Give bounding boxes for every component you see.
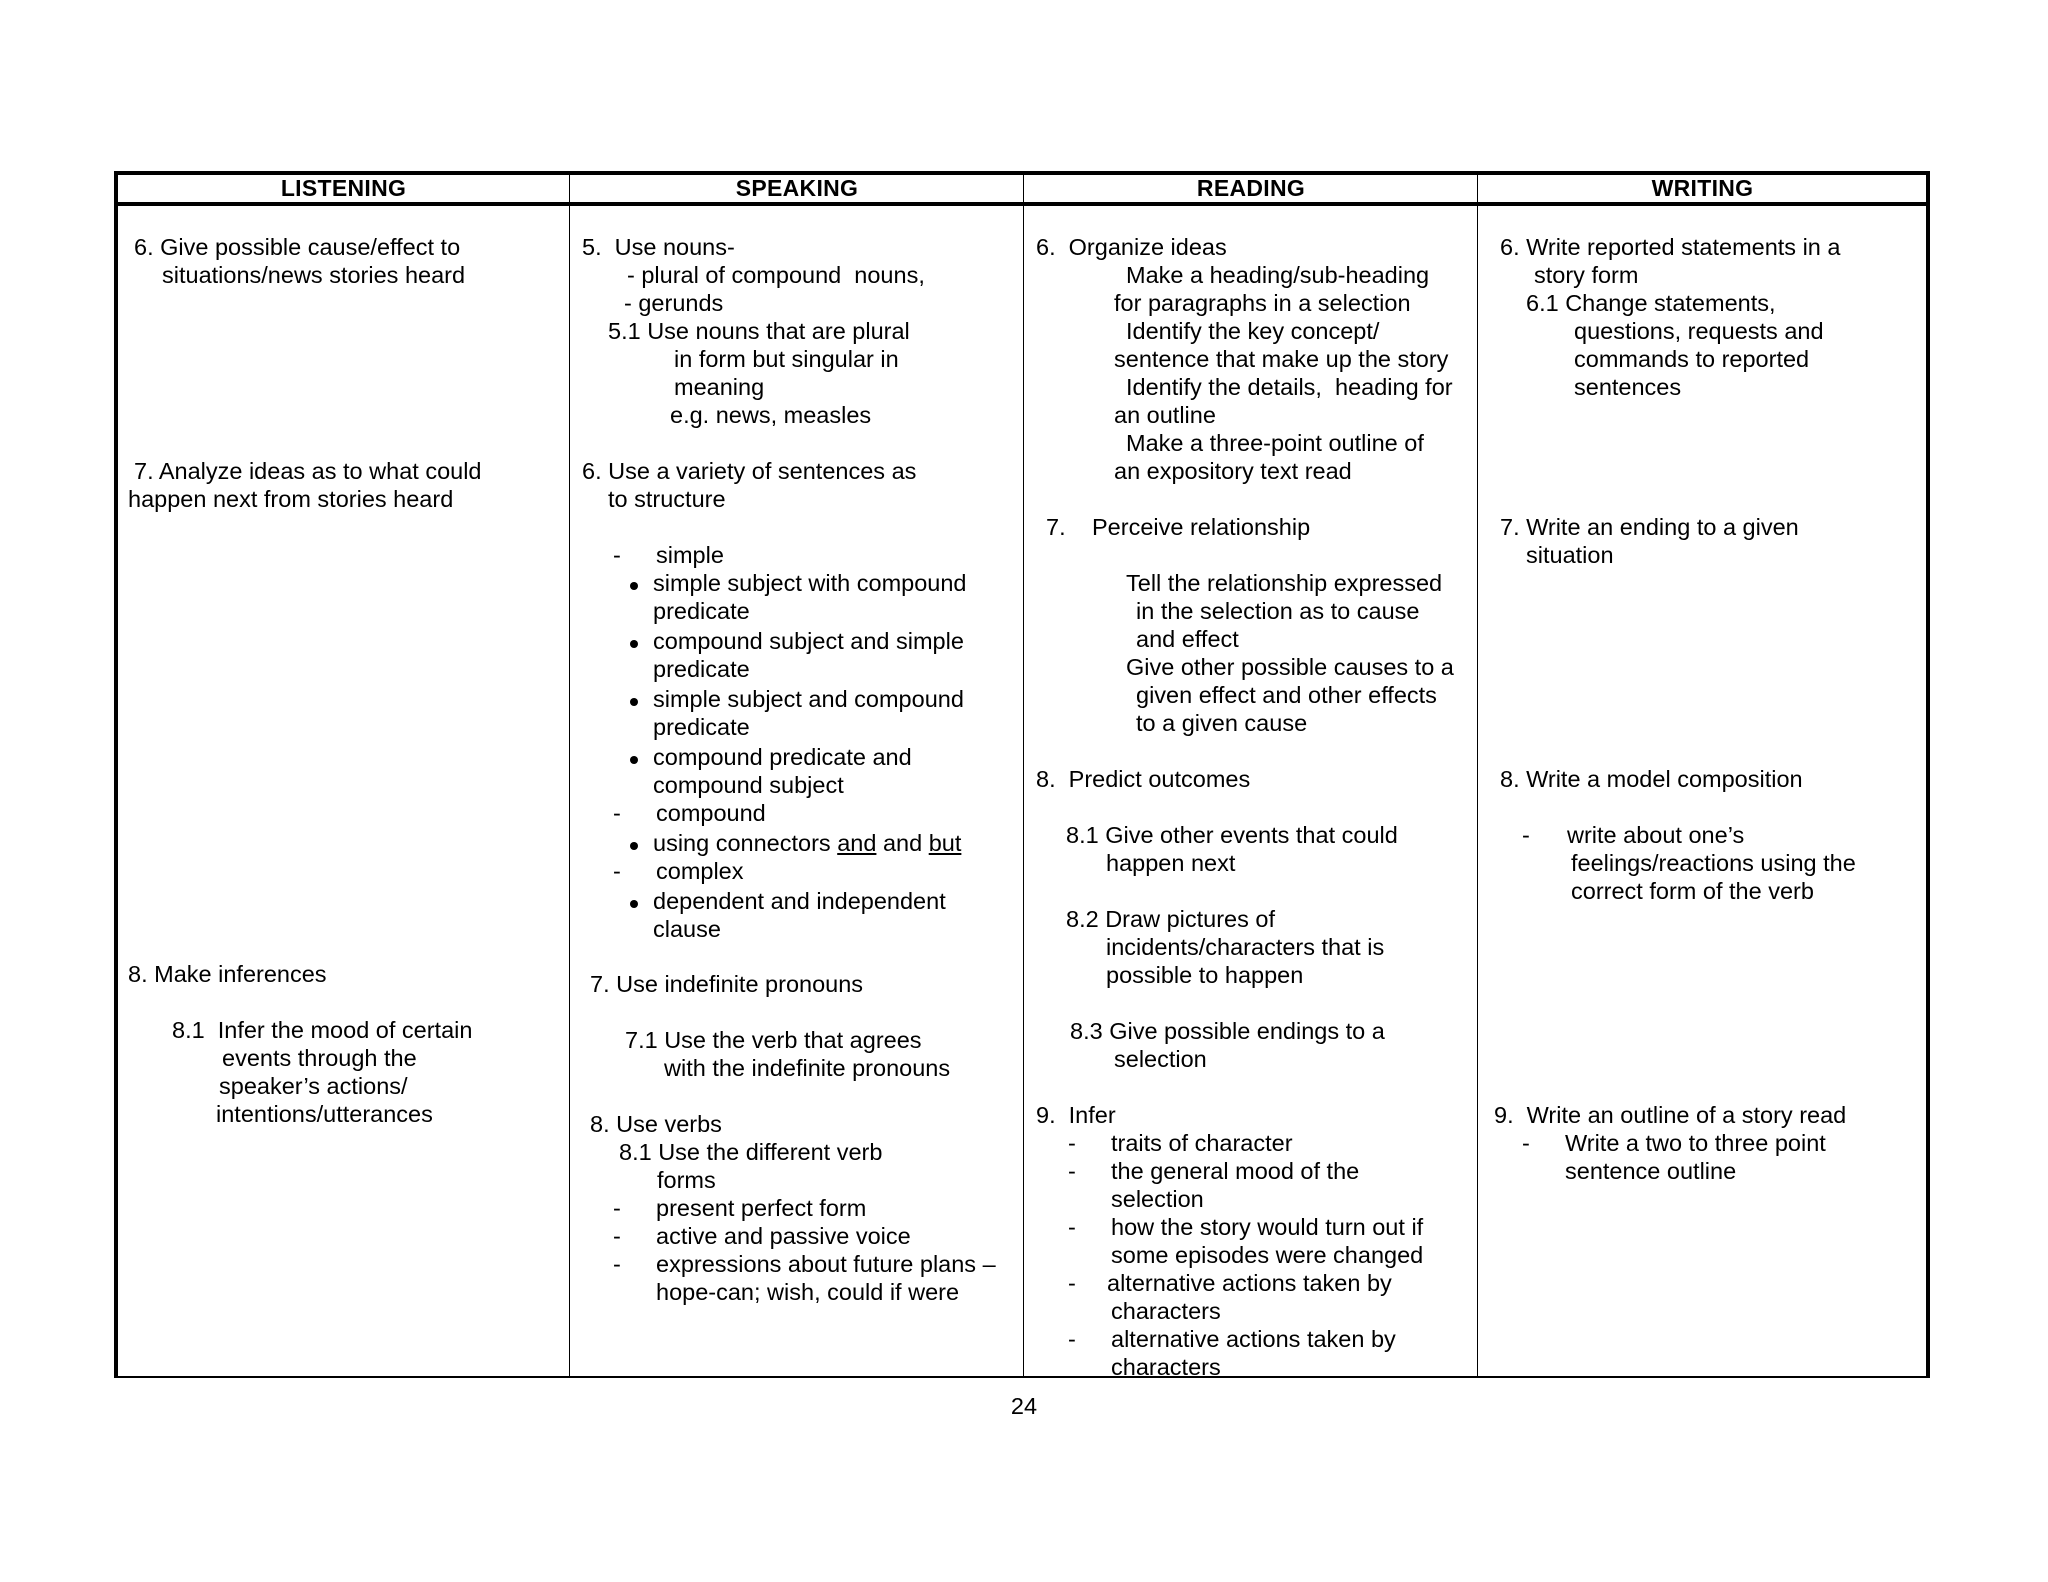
dash-marker: - [1522,822,1530,848]
page-number: 24 [1010,1393,1038,1419]
writing-item: 6. Write reported statements in a [1500,234,1841,260]
reading-item: Identify the details, heading for [1126,374,1453,400]
writing-item: 7. Write an ending to a given [1500,514,1799,540]
column-divider [1477,171,1478,1378]
column-divider [569,171,570,1378]
writing-item: correct form of the verb [1571,878,1814,904]
speaking-item: simple subject with compound [653,570,967,596]
bullet-icon [630,842,638,850]
speaking-item: 8. Use verbs [590,1111,722,1137]
dash-marker: - [613,542,621,568]
listening-item: 7. Analyze ideas as to what could [134,458,482,484]
reading-item: selection [1114,1046,1207,1072]
header-reading: READING [1196,175,1306,201]
reading-item: the general mood of the [1111,1158,1360,1184]
bullet-icon [630,640,638,648]
listening-item: events through the [222,1045,417,1071]
reading-item: traits of character [1111,1130,1293,1156]
listening-item: 8.1 Infer the mood of certain [172,1017,473,1043]
writing-item: questions, requests and [1574,318,1824,344]
speaking-item: compound subject and simple [653,628,964,654]
speaking-item: present perfect form [656,1195,867,1221]
writing-item: feelings/reactions using the [1571,850,1856,876]
bullet-icon [630,756,638,764]
header-listening: LISTENING [280,175,407,201]
reading-item: selection [1111,1186,1204,1212]
dash-marker: - [1522,1130,1530,1156]
speaking-item: in form but singular in [674,346,899,372]
reading-item: given effect and other effects [1136,682,1437,708]
listening-item: happen next from stories heard [128,486,454,512]
reading-item: Identify the key concept/ [1126,318,1380,344]
writing-item: sentences [1574,374,1682,400]
bullet-icon [630,900,638,908]
reading-item: how the story would turn out if [1111,1214,1424,1240]
dash-marker: - [613,858,621,884]
speaking-item: simple subject and compound [653,686,964,712]
writing-item: sentence outline [1565,1158,1737,1184]
speaking-item: compound subject [653,772,844,798]
listening-item: 8. Make inferences [128,961,327,987]
writing-item: 9. Write an outline of a story read [1494,1102,1847,1128]
reading-item: 6. Organize ideas [1036,234,1227,260]
listening-item: intentions/utterances [216,1101,433,1127]
bullet-icon [630,698,638,706]
reading-item: 8. Predict outcomes [1036,766,1251,792]
speaking-item: 5. Use nouns- [582,234,735,260]
speaking-item: predicate [653,598,750,624]
reading-item: alternative actions taken by [1111,1326,1396,1352]
speaking-item: dependent and independent [653,888,946,914]
reading-item: an expository text read [1114,458,1352,484]
dash-marker: - [613,1251,621,1277]
speaking-item: predicate [653,714,750,740]
speaking-item: simple [656,542,724,568]
reading-item: happen next [1106,850,1236,876]
listening-item: situations/news stories heard [162,262,466,288]
speaking-item: 7.1 Use the verb that agrees [625,1027,922,1053]
speaking-item: expressions about future plans – [656,1251,996,1277]
speaking-item: using connectors and and but [653,830,962,856]
header-rule [114,202,1930,206]
reading-item: some episodes were changed [1111,1242,1424,1268]
reading-item: characters [1111,1354,1221,1380]
speaking-item: meaning [674,374,765,400]
speaking-item: compound predicate and [653,744,912,770]
speaking-item: active and passive voice [656,1223,911,1249]
reading-item: possible to happen [1106,962,1304,988]
listening-item: speaker’s actions/ [219,1073,408,1099]
dash-marker: - [613,1223,621,1249]
writing-item: Write a two to three point [1565,1130,1826,1156]
speaking-item: compound [656,800,766,826]
dash-marker: - [1068,1270,1076,1296]
reading-item: 8.3 Give possible endings to a [1070,1018,1385,1044]
writing-item: commands to reported [1574,346,1810,372]
writing-item: 6.1 Change statements, [1526,290,1776,316]
dash-marker: - [1068,1158,1076,1184]
speaking-item: forms [657,1167,716,1193]
reading-item: 8.2 Draw pictures of [1066,906,1275,932]
reading-item: 7. [1046,514,1066,540]
speaking-item: 6. Use a variety of sentences as [582,458,917,484]
reading-item: Tell the relationship expressed [1126,570,1443,596]
header-writing: WRITING [1651,175,1754,201]
bullet-icon [630,582,638,590]
speaking-item: complex [656,858,744,884]
dash-marker: - [613,1195,621,1221]
dash-marker: - [1068,1326,1076,1352]
reading-item: alternative actions taken by [1107,1270,1392,1296]
speaking-item: to structure [608,486,726,512]
reading-item: 8.1 Give other events that could [1066,822,1398,848]
writing-item: write about one’s [1567,822,1745,848]
reading-item: Give other possible causes to a [1126,654,1454,680]
writing-item: 8. Write a model composition [1500,766,1803,792]
column-divider [1023,171,1024,1378]
reading-item: Perceive relationship [1092,514,1311,540]
speaking-item: with the indefinite pronouns [664,1055,951,1081]
dash-marker: - [1068,1214,1076,1240]
speaking-item: - plural of compound nouns, [627,262,925,288]
dash-marker: - [613,800,621,826]
speaking-item: 8.1 Use the different verb [619,1139,883,1165]
writing-item: story form [1534,262,1639,288]
speaking-item: 7. Use indefinite pronouns [590,971,864,997]
speaking-item: 5.1 Use nouns that are plural [608,318,910,344]
reading-item: incidents/characters that is [1106,934,1385,960]
reading-item: Make a three-point outline of [1126,430,1424,456]
reading-item: and effect [1136,626,1239,652]
header-speaking: SPEAKING [735,175,859,201]
reading-item: 9. Infer [1036,1102,1116,1128]
reading-item: an outline [1114,402,1216,428]
speaking-item: hope-can; wish, could if were [656,1279,960,1305]
reading-item: to a given cause [1136,710,1308,736]
speaking-item: e.g. news, measles [670,402,872,428]
reading-item: sentence that make up the story [1114,346,1449,372]
reading-item: characters [1111,1298,1221,1324]
dash-marker: - [1068,1130,1076,1156]
reading-item: in the selection as to cause [1136,598,1420,624]
speaking-item: clause [653,916,721,942]
reading-item: for paragraphs in a selection [1114,290,1411,316]
reading-item: Make a heading/sub-heading [1126,262,1430,288]
listening-item: 6. Give possible cause/effect to [134,234,461,260]
speaking-item: - gerunds [624,290,724,316]
writing-item: situation [1526,542,1614,568]
speaking-item: predicate [653,656,750,682]
